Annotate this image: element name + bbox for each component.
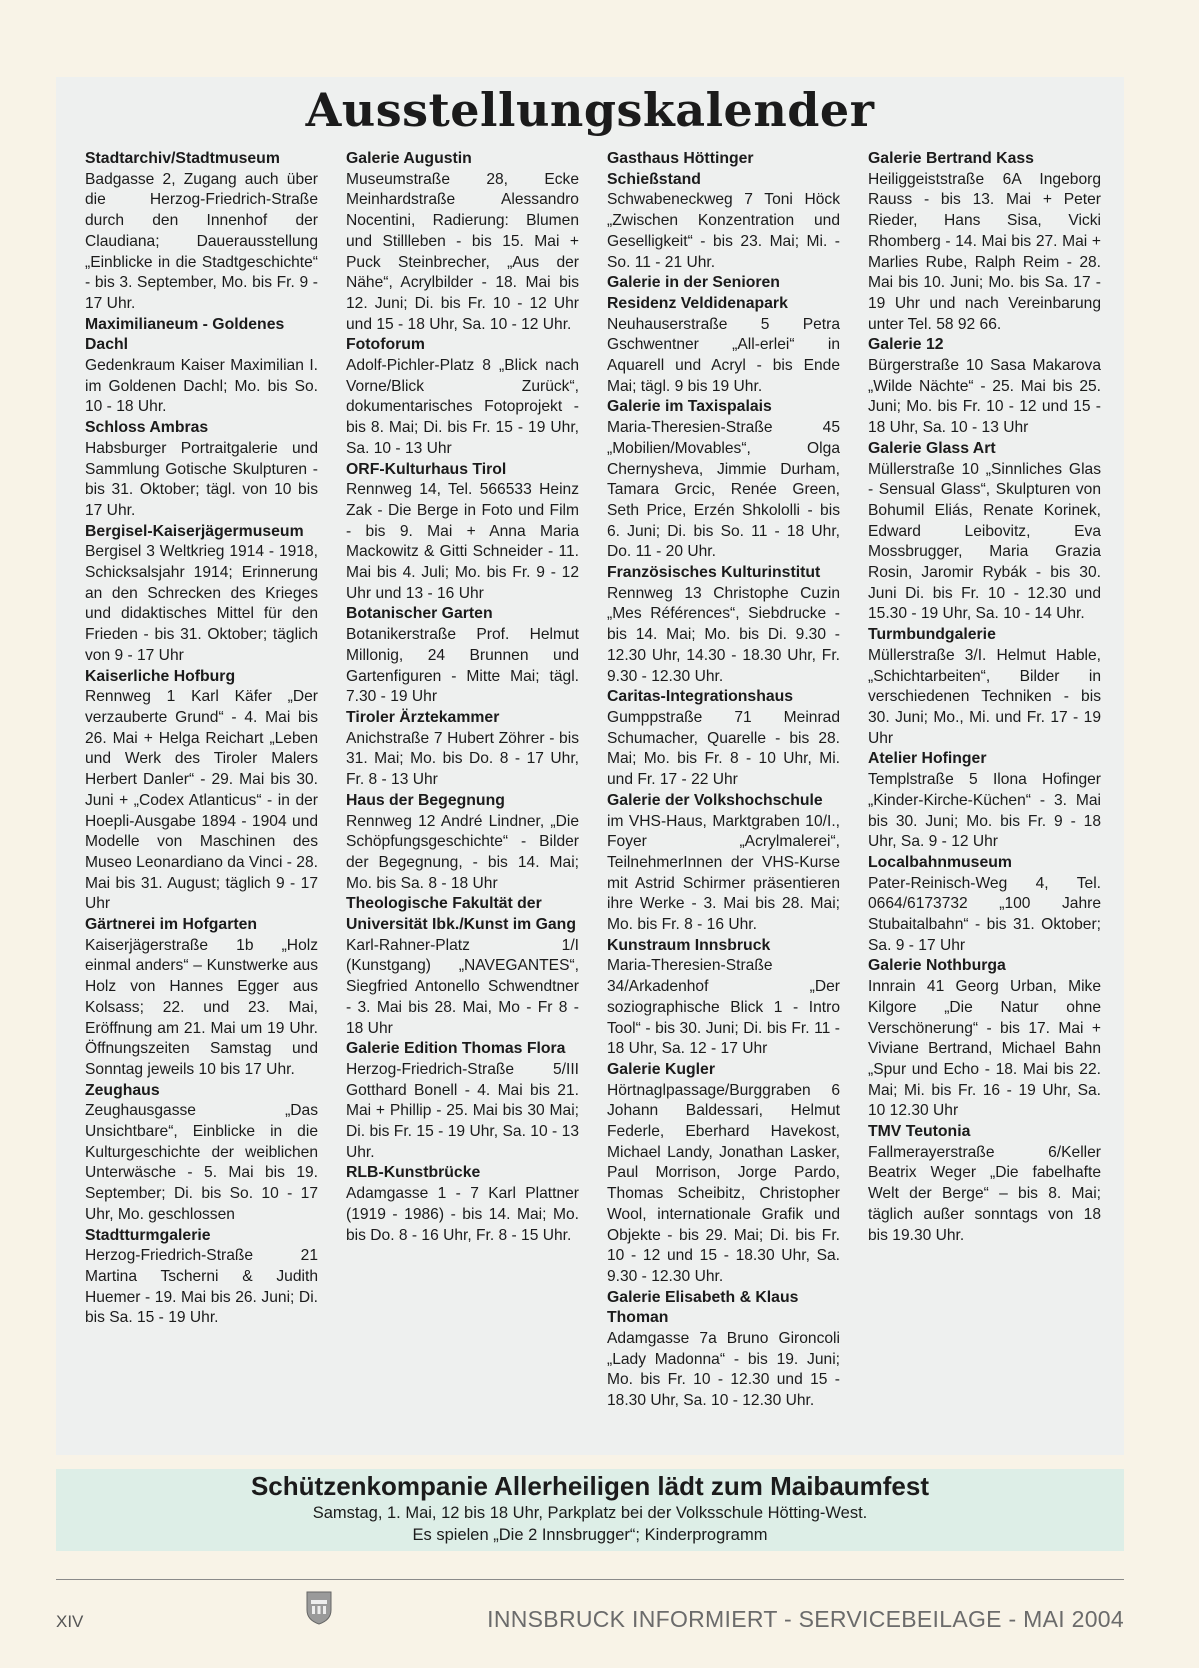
- calendar-entry: [607, 1060, 840, 1288]
- exhibition-details: Gumppstraße 71 Meinrad Schumacher, Quarelle - bis 28. Mai; Mo. bis Fr. 8 - 10 Uhr, Mi. und Fr. 17 - 22 Uhr: [607, 708, 840, 789]
- exhibition-details: Zeughausgasse „Das Unsichtbare“, Einblicke in die Kulturgeschichte der weiblichen Unterwäsche - 5. Mai bis 19. September; Di. bis So. 10 - 17 Uhr, Mo. geschlossen: [85, 1102, 318, 1223]
- calendar-entry: [868, 439, 1101, 625]
- exhibition-details: Rennweg 14, Tel. 566533 Heinz Zak - Die Berge in Foto und Film - bis 9. Mai + Anna Maria Mackowitz & Gitti Schneider - 11. Mai bis 4. Juli; Mo. bis Fr. 9 - 12 Uhr und 13 - 16 Uhr: [346, 481, 579, 602]
- venue-name: Caritas-Integrationshaus: [607, 688, 794, 706]
- calendar-entry: [868, 149, 1101, 335]
- exhibition-details: Adamgasse 1 - 7 Karl Plattner (1919 - 1986) - bis 14. Mai; Mo. bis Do. 8 - 16 Uhr, Fr. 8 - 15 Uhr.: [346, 1185, 579, 1244]
- calendar-entry: [868, 625, 1101, 749]
- venue-name: Galerie in der Senioren Residenz Veldidenapark: [607, 274, 788, 312]
- venue-name: TMV Teutonia: [868, 1123, 971, 1141]
- calendar-entry: [868, 956, 1101, 1122]
- calendar-entry: [85, 915, 318, 1081]
- calendar-entry: [607, 397, 840, 563]
- calendar-entry: [607, 149, 840, 273]
- exhibition-details: Heiliggeiststraße 6A Ingeborg Rauss - bis 13. Mai + Peter Rieder, Hans Sisa, Vicki Rhomberg - 14. Mai bis 27. Mai + Marlies Rube, Ralph Reim - 28. Mai bis 10. Juni; Mo. bis Sa. 17 - 19 Uhr und nach Vereinbarung unter Tel. 58 92 66.: [868, 170, 1101, 333]
- exhibition-details: Neuhauserstraße 5 Petra Gschwentner „All-erlei“ in Aquarell und Acryl - bis Ende Mai; tägl. 9 bis 19 Uhr.: [607, 315, 840, 395]
- venue-name: Galerie Augustin: [346, 150, 472, 167]
- exhibition-details: Gedenkraum Kaiser Maximilian I. im Goldenen Dachl; Mo. bis So. 10 - 18 Uhr.: [85, 357, 318, 416]
- calendar-entry: [868, 1122, 1101, 1246]
- venue-name: Theologische Fakultät der Universität Ibk./Kunst im Gang: [346, 895, 576, 934]
- announcement-title: Schützenkompanie Allerheiligen lädt zum Maibaumfest: [250, 1471, 930, 1501]
- exhibition-details: Adamgasse 7a Bruno Gironcoli „Lady Madonna“ - bis 19. Juni; Mo. bis Fr. 10 - 12.30 und 15 - 18.30 Uhr, Sa. 10 - 12.30 Uhr.: [607, 1330, 840, 1410]
- venue-name: Kaiserliche Hofburg: [85, 667, 236, 685]
- calendar-entry: [607, 687, 840, 791]
- calendar-entry: [346, 894, 579, 1039]
- exhibition-details: Botanikerstraße Prof. Helmut Millonig, 24 Brunnen und Gartenfiguren - Mitte Mai; tägl. 7.30 - 19 Uhr: [346, 626, 579, 706]
- exhibition-details: Bergisel 3 Weltkrieg 1914 - 1918, Schicksalsjahr 1914; Erinnerung an den Schrecken des Krieges und didaktisches Mittel für den Frieden - bis 31. Oktober; täglich von 9 - 17 Uhr: [85, 543, 318, 664]
- calendar-entry: [85, 667, 318, 915]
- venue-name: Gärtnerei im Hofgarten: [85, 916, 258, 934]
- exhibition-details: Habsburger Portraitgalerie und Sammlung Gotische Skulpturen - bis 31. Oktober; tägl. von 10 bis 17 Uhr.: [85, 439, 318, 519]
- exhibition-calendar: [56, 77, 1124, 1455]
- announcement-box: [56, 1469, 1124, 1551]
- venue-name: Maximilianeum - Goldenes Dachl: [85, 315, 285, 354]
- innsbruck-crest-icon: [304, 1590, 334, 1626]
- exhibition-details: Rennweg 13 Christophe Cuzin „Mes Références“, Siebdrucke - bis 14. Mai; Mo. bis Di. 9.30 - 12.30 Uhr, 14.30 - 18.30 Uhr, Fr. 9.30 - 12.30 Uhr.: [607, 584, 840, 685]
- exhibition-details: Hörtnaglpassage/Burggraben 6 Johann Baldessari, Helmut Federle, Eberhard Havekost, Michael Landy, Jonathan Lasker, Paul Morrison, Jorge Pardo, Thomas Scheibitz, Christopher Wool, internationale Grafik und Objekte - bis 29. Mai; Di. bis Fr. 10 - 12 und 15 - 18.30 Uhr, Sa. 9.30 - 12.30 Uhr.: [607, 1081, 840, 1285]
- venue-name: Galerie Elisabeth & Klaus Thoman: [607, 1288, 799, 1327]
- exhibition-details: im VHS-Haus, Marktgraben 10/I., Foyer „Acrylmalerei“, TeilnehmerInnen der VHS-Kurse mit Astrid Schirmer präsentieren ihre Werke - 3. Mai bis 28. Mai; Mo. bis Fr. 8 - 16 Uhr.: [607, 812, 840, 934]
- exhibition-details: Rennweg 1 Karl Käfer „Der verzauberte Grund“ - 4. Mai bis 26. Mai + Helga Reichart „Leben und Werk des Tiroler Malers Herbert Danler“ - 29. Mai bis 30. Juni + „Codex Atlanticus“ - in der Hoepli-Ausgabe 1894 - 1904 und Modelle von Maschinen des Museo Leonardiano da Vinci - 28. Mai bis 31. August; täglich 9 - 17 Uhr: [85, 688, 318, 913]
- calendar-entry: [868, 853, 1101, 957]
- venue-name: RLB-Kunstbrücke: [346, 1164, 481, 1182]
- page-title: Ausstellungskalender: [305, 83, 875, 137]
- calendar-entry: [85, 1081, 318, 1226]
- exhibition-details: Herzog-Friedrich-Straße 5/III Gotthard Bonell - 4. Mai bis 21. Mai + Phillip - 25. Mai bis 30 Mai; Di. bis Fr. 15 - 19 Uhr, Sa. 10 - 13 Uhr.: [346, 1060, 579, 1161]
- venue-name: Tiroler Ärztekammer: [346, 708, 500, 726]
- venue-name: Bergisel-Kaiserjägermuseum: [85, 522, 304, 540]
- calendar-entry: [868, 335, 1101, 439]
- announcement-details: Samstag, 1. Mai, 12 bis 18 Uhr, Parkplatz bei der Volksschule Hötting-West.: [312, 1504, 868, 1522]
- exhibition-details: Anichstraße 7 Hubert Zöhrer - bis 31. Mai; Mo. bis Do. 8 - 17 Uhr, Fr. 8 - 13 Uhr: [346, 729, 579, 789]
- venue-name: Zeughaus: [85, 1081, 160, 1099]
- venue-name: ORF-Kulturhaus Tirol: [346, 460, 507, 478]
- exhibition-details: Templstraße 5 Ilona Hofinger „Kinder-Kirche-Küchen“ - 3. Mai bis 30. Juni; Mo. bis Fr. 9 - 18 Uhr, Sa. 9 - 12 Uhr: [868, 771, 1101, 851]
- exhibition-details: Herzog-Friedrich-Straße 21 Martina Tscherni & Judith Huemer - 19. Mai bis 26. Juni; Di. bis Sa. 15 - 19 Uhr.: [85, 1247, 318, 1327]
- calendar-entry: [85, 522, 318, 667]
- exhibition-details: Fallmerayerstraße 6/Keller Beatrix Weger „Die fabelhafte Welt der Berge“ – bis 8. Mai; täglich außer sonntags von 18 bis 19.30 Uhr.: [868, 1143, 1101, 1244]
- announcement-program: Es spielen „Die 2 Innsbrugger“; Kinderprogramm: [412, 1526, 768, 1544]
- venue-name: Kunstraum Innsbruck: [607, 936, 771, 954]
- calendar-entry: [346, 1163, 579, 1246]
- venue-name: Schloss Ambras: [85, 419, 209, 437]
- venue-name: Galerie der Volkshochschule: [607, 791, 823, 809]
- exhibition-details: Karl-Rahner-Platz 1/I (Kunstgang) „NAVEGANTES“, Siegfried Antonello Schwendtner - 3. Mai bis 28. Mai, Mo - Fr 8 - 18 Uhr: [346, 936, 579, 1037]
- calendar-entry: [607, 273, 840, 397]
- calendar-entry: [346, 604, 579, 708]
- exhibition-details: Kaiserjägerstraße 1b „Holz einmal anders“ – Kunstwerke aus Holz von Hannes Egger aus Kolsass; 22. und 23. Mai, Eröffnung am 21. Mai um 19 Uhr. Öffnungszeiten Samstag und Sonntag jeweils 10 bis 17 Uhr.: [85, 936, 318, 1078]
- calendar-entry: [607, 1288, 840, 1412]
- calendar-column-3: [607, 149, 840, 1449]
- calendar-entry: [346, 460, 579, 605]
- exhibition-details: Innrain 41 Georg Urban, Mike Kilgore „Die Natur ohne Verschönerung“ - bis 17. Mai + Viviane Bertrand, Michael Bahn „Spur und Echo - 18. Mai bis 22. Mai; Mi. bis Fr. 16 - 19 Uhr, Sa. 10 12.30 Uhr: [868, 978, 1101, 1120]
- exhibition-details: Pater-Reinisch-Weg 4, Tel. 0664/6173732 „100 Jahre Stubaitalbahn“ - bis 31. Oktober; Sa. 9 - 17 Uhr: [868, 874, 1101, 954]
- venue-name: Galerie Edition Thomas Flora: [346, 1040, 566, 1058]
- venue-name: Galerie Nothburga: [868, 957, 1006, 975]
- calendar-entry: [607, 936, 840, 1060]
- calendar-column-2: [346, 149, 579, 1449]
- calendar-entry: [346, 1039, 579, 1163]
- venue-name: Galerie 12: [868, 336, 944, 354]
- calendar-column-4: [868, 149, 1101, 1449]
- venue-name: Stadtturmgalerie: [85, 1226, 211, 1244]
- venue-name: Französisches Kulturinstitut: [607, 564, 821, 582]
- exhibition-details: Rennweg 12 André Lindner, „Die Schöpfungsgeschichte“ - Bilder der Begegnung, - bis 14. Mai; Mo. bis Sa. 8 - 18 Uhr: [346, 812, 579, 892]
- calendar-entry: [346, 708, 579, 791]
- calendar-entry: [85, 149, 318, 315]
- venue-name: Atelier Hofinger: [868, 750, 987, 768]
- exhibition-details: Museumstraße 28, Ecke Meinhardstraße Alessandro Nocentini, Radierung: Blumen und Stillleben - bis 15. Mai + Puck Steinbrecher, „Aus der Nähe“, Acrylbilder - 18. Mai bis 12. Juni; Di. bis Fr. 10 - 12 Uhr und 15 - 18 Uhr, Sa. 10 - 12 Uhr.: [346, 170, 579, 333]
- calendar-entry: [346, 791, 579, 895]
- calendar-entry: [346, 149, 579, 335]
- exhibition-details: Schwabeneckweg 7 Toni Höck „Zwischen Konzentration und Geselligkeit“ - bis 23. Mai; Mi. - So. 11 - 21 Uhr.: [607, 191, 840, 271]
- venue-name: Gasthaus Höttinger Schießstand: [607, 150, 754, 188]
- calendar-entry: [85, 315, 318, 419]
- calendar-entry: [85, 1226, 318, 1330]
- venue-name: Galerie Kugler: [607, 1060, 715, 1078]
- exhibition-details: Müllerstraße 3/I. Helmut Hable, „Schichtarbeiten“, Bilder in verschiedenen Techniken - bis 30. Juni; Mo., Mi. und Fr. 17 - 19 Uhr: [868, 646, 1101, 747]
- venue-name: Galerie Bertrand Kass: [868, 150, 1034, 167]
- exhibition-details: Bürgerstraße 10 Sasa Makarova „Wilde Nächte“ - 25. Mai bis 25. Juni; Mo. bis Fr. 10 - 12 und 15 - 18 Uhr, Sa. 10 - 13 Uhr: [868, 357, 1101, 437]
- venue-name: Localbahnmuseum: [868, 853, 1012, 871]
- calendar-entry: [85, 418, 318, 522]
- venue-name: Haus der Begegnung: [346, 791, 505, 809]
- calendar-entry: [868, 749, 1101, 853]
- calendar-column-1: [85, 149, 318, 1449]
- venue-name: Botanischer Garten: [346, 605, 493, 623]
- page-number: XIV: [56, 1612, 84, 1631]
- venue-name: Fotoforum: [346, 336, 425, 354]
- calendar-entry: [346, 335, 579, 459]
- footer-divider: [56, 1579, 1124, 1580]
- exhibition-details: Müllerstraße 10 „Sinnliches Glas - Sensual Glass“, Skulpturen von Bohumil Eliás, Renate Korinek, Edward Leibovitz, Eva Mossbrugger, Maria Grazia Rosin, Jaromir Rybák - bis 30. Juni Di. bis Fr. 10 - 12.30 und 15.30 - 19 Uhr, Sa. 10 - 14 Uhr.: [868, 460, 1101, 623]
- venue-name: Stadtarchiv/Stadtmuseum: [85, 150, 280, 167]
- exhibition-details: Maria-Theresien-Straße 45 „Mobilien/Movables“, Olga Chernysheva, Jimmie Durham, Tamara Grcic, Renée Green, Seth Price, Erzén Shkololli - bis 6. Juni; Di. bis So. 11 - 18 Uhr, Do. 11 - 20 Uhr.: [607, 419, 840, 561]
- venue-name: Galerie im Taxispalais: [607, 398, 772, 416]
- calendar-entry: [607, 563, 840, 687]
- exhibition-details: Adolf-Pichler-Platz 8 „Blick nach Vorne/Blick Zurück“, dokumentarisches Fotoprojekt - bis 8. Mai; Di. bis Fr. 15 - 19 Uhr, Sa. 10 - 13 Uhr: [346, 357, 579, 457]
- calendar-entry: [607, 791, 840, 936]
- exhibition-details: Maria-Theresien-Straße 34/Arkadenhof „Der soziographische Blick 1 - Intro Tool“ - bis 30. Juni; Di. bis Fr. 11 - 18 Uhr, Sa. 12 - 17 Uhr: [607, 957, 840, 1058]
- venue-name: Galerie Glass Art: [868, 439, 996, 457]
- exhibition-details: Badgasse 2, Zugang auch über die Herzog-Friedrich-Straße durch den Innenhof der Claudiana; Dauerausstellung „Einblicke in die Stadtgeschichte“ - bis 3. September, Mo. bis Fr. 9 - 17 Uhr.: [85, 170, 318, 312]
- venue-name: Turmbundgalerie: [868, 626, 996, 644]
- publication-footer: INNSBRUCK INFORMIERT - SERVICEBEILAGE - MAI 2004: [487, 1606, 1124, 1632]
